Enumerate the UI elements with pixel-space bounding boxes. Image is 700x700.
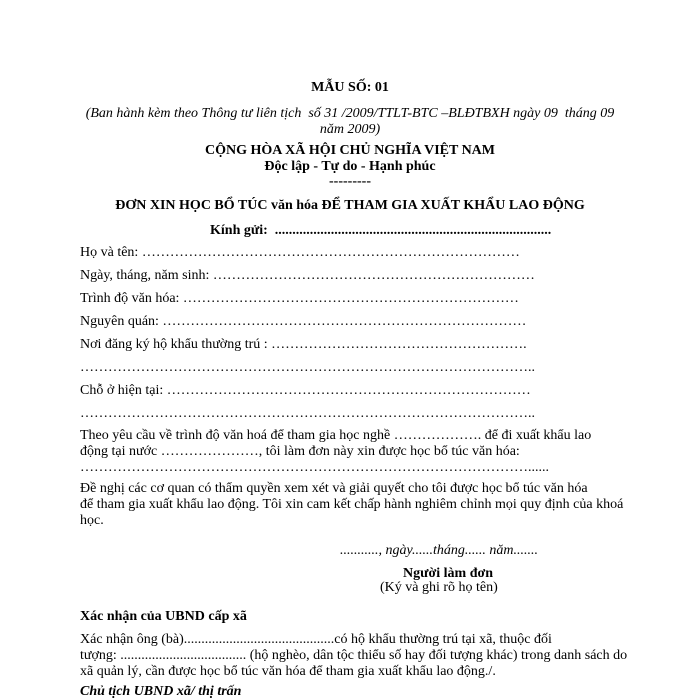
issued-by-line1: (Ban hành kèm theo Thông tư liên tịch số 31 /2009/TTLT-BTC –BLĐTBXH ngày 09 tháng 09 — [85, 106, 615, 121]
request-paragraph-line3: ……………………………………………………………………………………...... — [80, 460, 549, 475]
proposal-paragraph-line2: để tham gia xuất khẩu lao động. Tôi xin cam kết chấp hành nghiêm chỉnh mọi quy định của khoá — [80, 497, 624, 512]
chairman-signature-title: Chủ tịch UBND xã/ thị trấn — [80, 684, 242, 699]
signer-title: Người làm đơn — [403, 566, 494, 581]
separator: --------- — [329, 174, 371, 189]
request-paragraph-line1: Theo yêu cầu về trình độ văn hoá để tham gia học nghề ………………. để đi xuất khẩu lao — [80, 428, 592, 443]
proposal-paragraph-line1: Đề nghị các cơ quan có thẩm quyền xem xét và giải quyết cho tôi được học bổ túc văn hóa — [80, 481, 588, 496]
signer-note: (Ký và ghi rõ họ tên) — [380, 580, 498, 595]
request-paragraph-line2: động tại nước …………………, tôi làm đơn này xin được học bổ túc văn hóa: — [80, 444, 520, 459]
confirmation-line1: Xác nhận ông (bà)...........................................có hộ khẩu thường trú tại xã, thuộc đối — [80, 632, 552, 647]
education-field: Trình độ văn hóa: ……………………………………………………………… — [80, 291, 519, 306]
date-line: ..........., ngày......tháng...... năm....... — [340, 543, 538, 558]
current-address-field: Chỗ ở hiện tại: …………………………………………………………………… — [80, 383, 531, 398]
household-registration-field: Nơi đăng ký hộ khẩu thường trú : ………………………………………………. — [80, 337, 527, 352]
full-name-field: Họ và tên: ……………………………………………………………………… — [80, 245, 520, 260]
motto: Độc lập - Tự do - Hạnh phúc — [264, 159, 436, 174]
confirmation-line3: xã quản lý, cần được học bổ túc văn hóa để tham gia xuất khẩu lao động./. — [80, 664, 496, 679]
recipient-line: Kính gửi: ............................................................................... — [210, 223, 552, 238]
form-title: ĐƠN XIN HỌC BỔ TÚC văn hóa ĐỂ THAM GIA XUẤT KHẨU LAO ĐỘNG — [115, 198, 585, 213]
household-registration-continuation: …………………………………………………………………………………….. — [80, 360, 535, 375]
form-number: MẪU SỐ: 01 — [311, 80, 389, 95]
issued-by-line2: năm 2009) — [319, 122, 381, 137]
confirmation-heading: Xác nhận của UBND cấp xã — [80, 609, 247, 624]
current-address-continuation: …………………………………………………………………………………….. — [80, 406, 535, 421]
country-name: CỘNG HÒA XÃ HỘI CHỦ NGHĨA VIỆT NAM — [204, 143, 495, 158]
dob-field: Ngày, tháng, năm sinh: …………………………………………………………… — [80, 268, 535, 283]
confirmation-line2: tượng: .................................... (hộ nghèo, dân tộc thiểu số hay đối tượng khác) trong danh sách do — [80, 648, 628, 663]
proposal-paragraph-line3: học. — [80, 513, 104, 528]
hometown-field: Nguyên quán: …………………………………………………………………… — [80, 314, 527, 329]
